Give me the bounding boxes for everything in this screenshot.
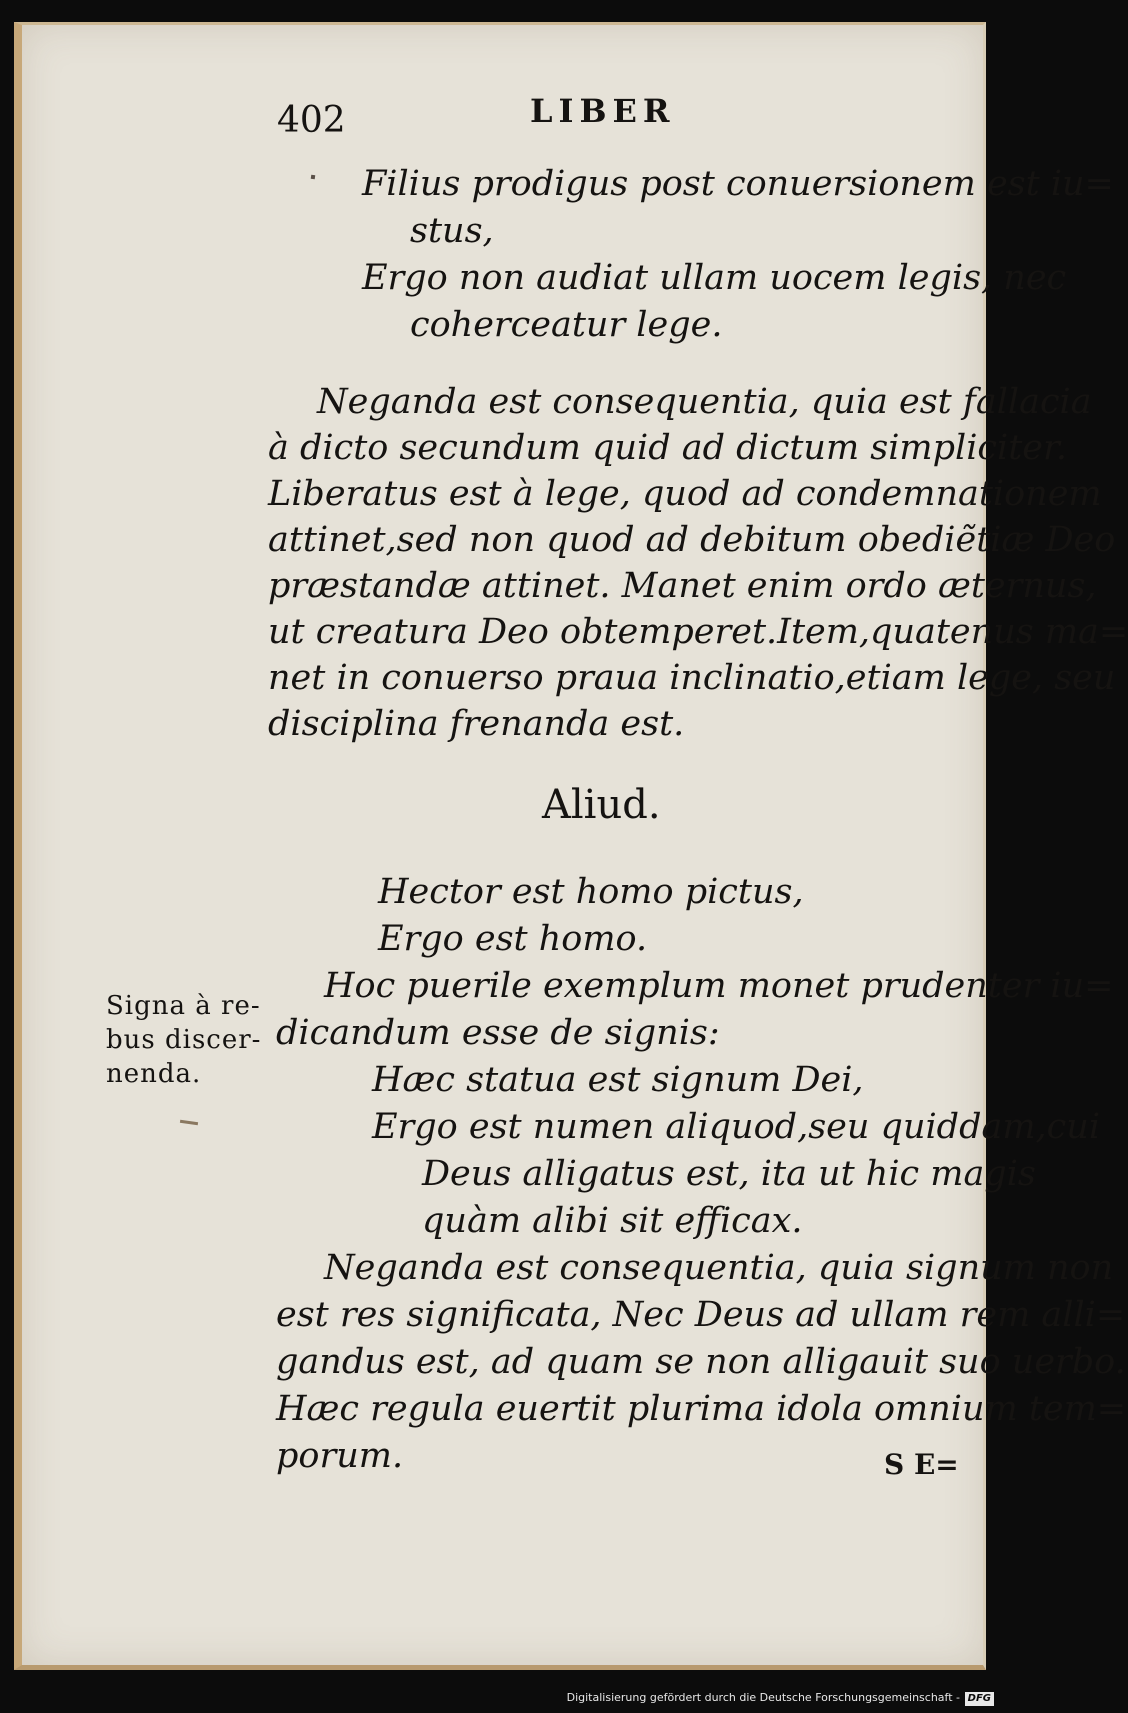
page-number: 402	[277, 100, 346, 141]
text-line: porum.	[276, 1436, 404, 1476]
text-line: attinet,sed non quod ad debitum obediẽtiæ Deo	[268, 520, 1116, 560]
text-line: dicandum esse de signis:	[276, 1013, 720, 1053]
book-page	[14, 22, 1128, 1670]
margin-note-line: Signa à re-	[106, 991, 261, 1021]
text-line: quàm alibi sit efficax.	[422, 1201, 803, 1241]
text-line: Hæc statua est signum Dei,	[372, 1060, 864, 1100]
text-line: à dicto secundum quid ad dictum simpliciter.	[268, 428, 1067, 468]
text-line: disciplina frenanda est.	[268, 704, 685, 744]
catchword: S E=	[884, 1448, 959, 1481]
text-line: stus,	[410, 211, 494, 251]
text-line: Hoc puerile exemplum monet prudenter iu=	[324, 966, 1114, 1006]
text-line: Neganda est consequentia, quia signum non	[324, 1248, 1114, 1288]
text-line: Ergo non audiat ullam uocem legis, nec	[362, 258, 1067, 298]
text-line: est res significata, Nec Deus ad ullam rem alli=	[276, 1295, 1126, 1335]
dfg-logo: DFG	[965, 1692, 994, 1706]
text-line: net in conuerso praua inclinatio,etiam lege, seu	[268, 658, 1116, 698]
decorative-mark	[311, 175, 316, 180]
section-heading: Aliud.	[542, 782, 661, 828]
text-line: gandus est, ad quam se non alligauit suo uerbo.	[276, 1342, 1126, 1382]
text-line: Hector est homo pictus,	[378, 872, 804, 912]
text-line: Neganda est consequentia, quia est fallacia	[317, 382, 1092, 422]
running-title: LIBER	[530, 92, 676, 130]
margin-dash	[180, 1120, 198, 1125]
text-line: Ergo est homo.	[378, 919, 648, 959]
margin-note-line: bus discer-	[106, 1025, 262, 1055]
margin-note-line: nenda.	[106, 1059, 202, 1089]
text-line: Filius prodigus post conuersionem est iu=	[362, 164, 1114, 204]
digitization-credit: Digitalisierung gefördert durch die Deutsche Forschungsgemeinschaft -	[566, 1691, 960, 1704]
text-line: Ergo est numen aliquod,seu quiddam,cui	[372, 1107, 1101, 1147]
text-line: ut creatura Deo obtemperet.Item,quatenus ma=	[268, 612, 1128, 652]
text-line: Hæc regula euertit plurima idola omnium tem=	[276, 1389, 1127, 1429]
text-line: præstandæ attinet. Manet enim ordo æternus,	[268, 566, 1097, 606]
footer-bar	[0, 1683, 1000, 1713]
text-line: coherceatur lege.	[410, 305, 723, 345]
text-line: Deus alligatus est, ita ut hic magis	[422, 1154, 1036, 1194]
text-line: Liberatus est à lege, quod ad condemnationem	[268, 474, 1102, 514]
